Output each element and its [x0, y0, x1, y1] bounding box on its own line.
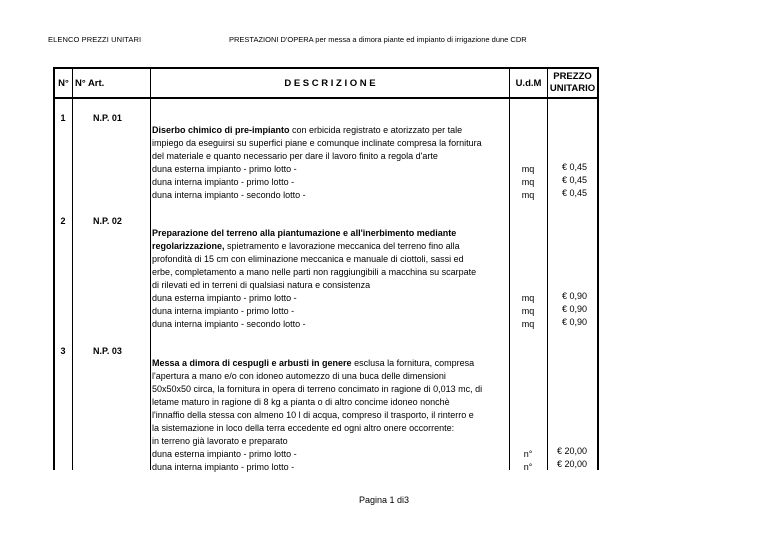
- price-table: [53, 67, 599, 470]
- item-1-number: 1: [60, 113, 66, 123]
- header-num: N°: [58, 77, 69, 89]
- item-3-article: N.P. 03: [93, 346, 122, 356]
- item-2-title-line2: regolarizzazione,: [152, 241, 225, 251]
- item-3-price-2: € 20,00: [556, 459, 587, 469]
- item-1-article: N.P. 01: [93, 113, 122, 123]
- item-3-body-line: l'innaffio della stessa con almeno 10 l di acqua, compreso il trasporto, il rinterro e: [152, 410, 474, 420]
- item-3-title: Messa a dimora di cespugli e arbusti in genere: [152, 358, 352, 368]
- item-2-title-line2-rest: spietramento e lavorazione meccanica del terreno fino alla: [224, 241, 460, 251]
- item-2-description: [152, 227, 512, 331]
- item-3-title-rest: esclusa la fornitura, compresa: [351, 358, 475, 368]
- item-2-um-2: mq: [521, 306, 535, 316]
- item-2-price-3: € 0,90: [561, 317, 587, 327]
- col-divider-4: [547, 67, 548, 470]
- item-3-price-1: € 20,00: [556, 446, 587, 456]
- header-price-line1: PREZZO: [553, 71, 592, 82]
- item-2-title-line1: Preparazione del terreno alla piantumazione e all'inerbimento mediante: [152, 228, 457, 238]
- item-1-line-2: duna interna impianto - primo lotto -: [152, 177, 295, 187]
- item-2-line-1: duna esterna impianto - primo lotto -: [152, 293, 297, 303]
- item-3-body-line: la sistemazione in loco della terra eccedente ed ogni altro onere occorrente:: [152, 423, 455, 433]
- col-divider-2: [150, 67, 151, 470]
- header-price-line2: UNITARIO: [549, 83, 596, 94]
- item-3-body-line: 50x50x50 circa, la fornitura in opera di terreno concimato in ragione di 0,013 mc, di: [152, 384, 483, 394]
- item-2-um-3: mq: [521, 319, 535, 329]
- col-divider-1: [72, 67, 73, 470]
- item-2-number: 2: [60, 216, 66, 226]
- document-header-center: PRESTAZIONI D'OPERA per messa a dimora piante ed impianto di irrigazione dune CDR: [229, 35, 527, 44]
- item-2-um-1: mq: [521, 293, 535, 303]
- header-price: [548, 69, 597, 97]
- item-1-title: Diserbo chimico di pre-impianto: [152, 125, 290, 135]
- item-1-body-line: impiego da eseguirsi su superfici piane e comunque inclinate compresa la fornitura: [152, 138, 482, 148]
- item-1-body-line: del materiale e quanto necessario per dare il lavoro finito a regola d'arte: [152, 151, 438, 161]
- item-1-title-rest: con erbicida registrato e atorizzato per tale: [289, 125, 463, 135]
- item-3-body-line: letame maturo in ragione di 8 kg a pianta o di altro concime idoneo nonchè: [152, 397, 450, 407]
- item-2-body-line: erbe, completamento a mano nelle parti non raggiungibili a macchina su scarpate: [152, 267, 477, 277]
- item-1-price-3: € 0,45: [561, 188, 587, 198]
- item-3-um-1: n°: [523, 449, 533, 459]
- item-2-article: N.P. 02: [93, 216, 122, 226]
- table-header-bottom-border: [53, 97, 599, 99]
- item-2-price-2: € 0,90: [561, 304, 587, 314]
- item-3-number: 3: [60, 346, 66, 356]
- document-header-left: ELENCO PREZZI UNITARI: [48, 35, 142, 44]
- item-1-um-3: mq: [521, 190, 535, 200]
- item-3-um-2: n°: [523, 462, 533, 472]
- item-2-price-1: € 0,90: [561, 291, 587, 301]
- header-description: D E S C R I Z I O N E: [284, 77, 376, 89]
- table-left-border: [53, 67, 55, 470]
- header-art: N° Art.: [75, 77, 105, 89]
- header-um: U.d.M: [515, 77, 542, 89]
- item-2-body-line: profondità di 15 cm con eliminazione meccanica e manuale di ciottoli, sassi ed: [152, 254, 464, 264]
- item-1-line-1: duna esterna impianto - primo lotto -: [152, 164, 297, 174]
- item-2-line-3: duna interna impianto - secondo lotto -: [152, 319, 306, 329]
- item-1-description: [152, 124, 512, 202]
- item-3-description: [152, 357, 512, 474]
- table-right-border: [597, 67, 599, 470]
- item-3-body-line: in terreno già lavorato e preparato: [152, 436, 288, 446]
- item-2-body-line: di rilevati ed in terreni di qualsiasi natura e consistenza: [152, 280, 371, 290]
- item-1-price-1: € 0,45: [561, 162, 587, 172]
- item-3-body-line: l'apertura a mano e/o con idoneo automezzo di una buca delle dimensioni: [152, 371, 446, 381]
- item-1-line-3: duna interna impianto - secondo lotto -: [152, 190, 306, 200]
- item-3-line-1: duna esterna impianto - primo lotto -: [152, 449, 297, 459]
- page-number: Pagina 1 di3: [358, 495, 410, 505]
- item-1-price-2: € 0,45: [561, 175, 587, 185]
- item-1-um-1: mq: [521, 164, 535, 174]
- item-3-line-2: duna interna impianto - primo lotto -: [152, 462, 295, 472]
- item-1-um-2: mq: [521, 177, 535, 187]
- item-2-line-2: duna interna impianto - primo lotto -: [152, 306, 295, 316]
